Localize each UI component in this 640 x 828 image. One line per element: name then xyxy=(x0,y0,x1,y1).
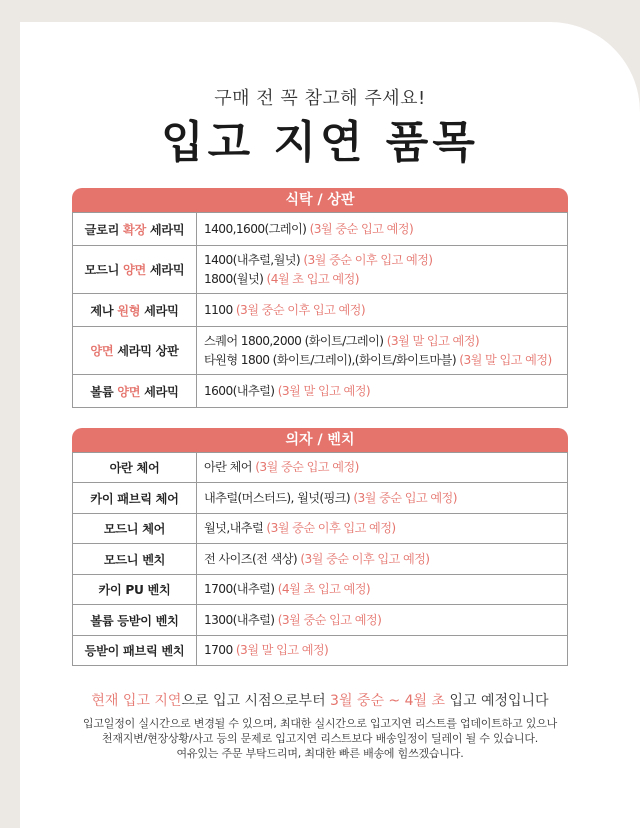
section-chairs-benches xyxy=(72,428,568,666)
table-row xyxy=(73,575,568,605)
product-name: 모드니 양면 세라믹 xyxy=(73,246,197,294)
product-detail: 1400,1600(그레이) (3월 중순 입고 예정) xyxy=(197,213,568,246)
table-row xyxy=(73,636,568,666)
delivery-notes xyxy=(0,716,640,761)
section-header: 식탁 / 상판 xyxy=(72,188,568,212)
product-name: 양면 세라믹 상판 xyxy=(73,327,197,375)
table-row xyxy=(73,294,568,327)
table-row xyxy=(73,375,568,408)
page-title: 입고 지연 품목 xyxy=(161,117,479,168)
product-detail: 1300(내추럴) (3월 중순 입고 예정) xyxy=(197,605,568,636)
product-name: 볼륨 양면 세라믹 xyxy=(73,375,197,408)
section-table-tops xyxy=(72,188,568,408)
note-line: 여유있는 주문 부탁드리며, 최대한 빠른 배송에 힘쓰겠습니다. xyxy=(176,747,464,760)
product-detail: 1700(내추럴) (4월 초 입고 예정) xyxy=(197,575,568,605)
product-detail: 내추럴(머스터드), 월넛(핑크) (3월 중순 입고 예정) xyxy=(197,483,568,514)
product-detail: 아란 체어 (3월 중순 입고 예정) xyxy=(197,453,568,483)
product-name: 모드니 벤치 xyxy=(73,544,197,575)
table-row xyxy=(73,605,568,636)
product-name: 글로리 확장 세라믹 xyxy=(73,213,197,246)
delivery-summary: 현재 입고 지연으로 입고 시점으로부터 3월 중순 ~ 4월 초 입고 예정입니다 xyxy=(91,693,549,709)
delay-table xyxy=(72,452,568,666)
page-subtitle: 구매 전 꼭 참고해 주세요! xyxy=(214,88,426,109)
note-line: 입고일정이 실시간으로 변경될 수 있으며, 최대한 실시간으로 입고지연 리스트를 업데이트하고 있으나 xyxy=(82,717,558,730)
table-row xyxy=(73,213,568,246)
product-detail: 1600(내추럴) (3월 말 입고 예정) xyxy=(197,375,568,408)
product-name: 제나 원형 세라믹 xyxy=(73,294,197,327)
table-row xyxy=(73,514,568,544)
product-name: 모드니 체어 xyxy=(73,514,197,544)
table-row xyxy=(73,483,568,514)
section-header: 의자 / 벤치 xyxy=(72,428,568,452)
product-name: 등받이 패브릭 벤치 xyxy=(73,636,197,666)
table-row xyxy=(73,453,568,483)
product-detail: 1400(내추럴,월넛) (3월 중순 이후 입고 예정) 1800(월넛) (4월 초 입고 예정) xyxy=(197,246,568,294)
product-detail: 전 사이즈(전 색상) (3월 중순 이후 입고 예정) xyxy=(197,544,568,575)
note-line: 천재지변/현장상황/사고 등의 문제로 입고지연 리스트보다 배송일정이 딜레이 될 수 있습니다. xyxy=(101,732,539,745)
delay-table xyxy=(72,212,568,408)
product-name: 볼륨 등받이 벤치 xyxy=(73,605,197,636)
table-row xyxy=(73,246,568,294)
product-detail: 월넛,내추럴 (3월 중순 이후 입고 예정) xyxy=(197,514,568,544)
product-detail: 1700 (3월 말 입고 예정) xyxy=(197,636,568,666)
table-row xyxy=(73,544,568,575)
table-row xyxy=(73,327,568,375)
product-detail: 1100 (3월 중순 이후 입고 예정) xyxy=(197,294,568,327)
product-name: 아란 체어 xyxy=(73,453,197,483)
product-name: 카이 패브릭 체어 xyxy=(73,483,197,514)
product-detail: 스퀘어 1800,2000 (화이트/그레이) (3월 말 입고 예정) 타원형 1800 (화이트/그레이),(화이트/화이트마블) (3월 말 입고 예정) xyxy=(197,327,568,375)
product-name: 카이 PU 벤치 xyxy=(73,575,197,605)
